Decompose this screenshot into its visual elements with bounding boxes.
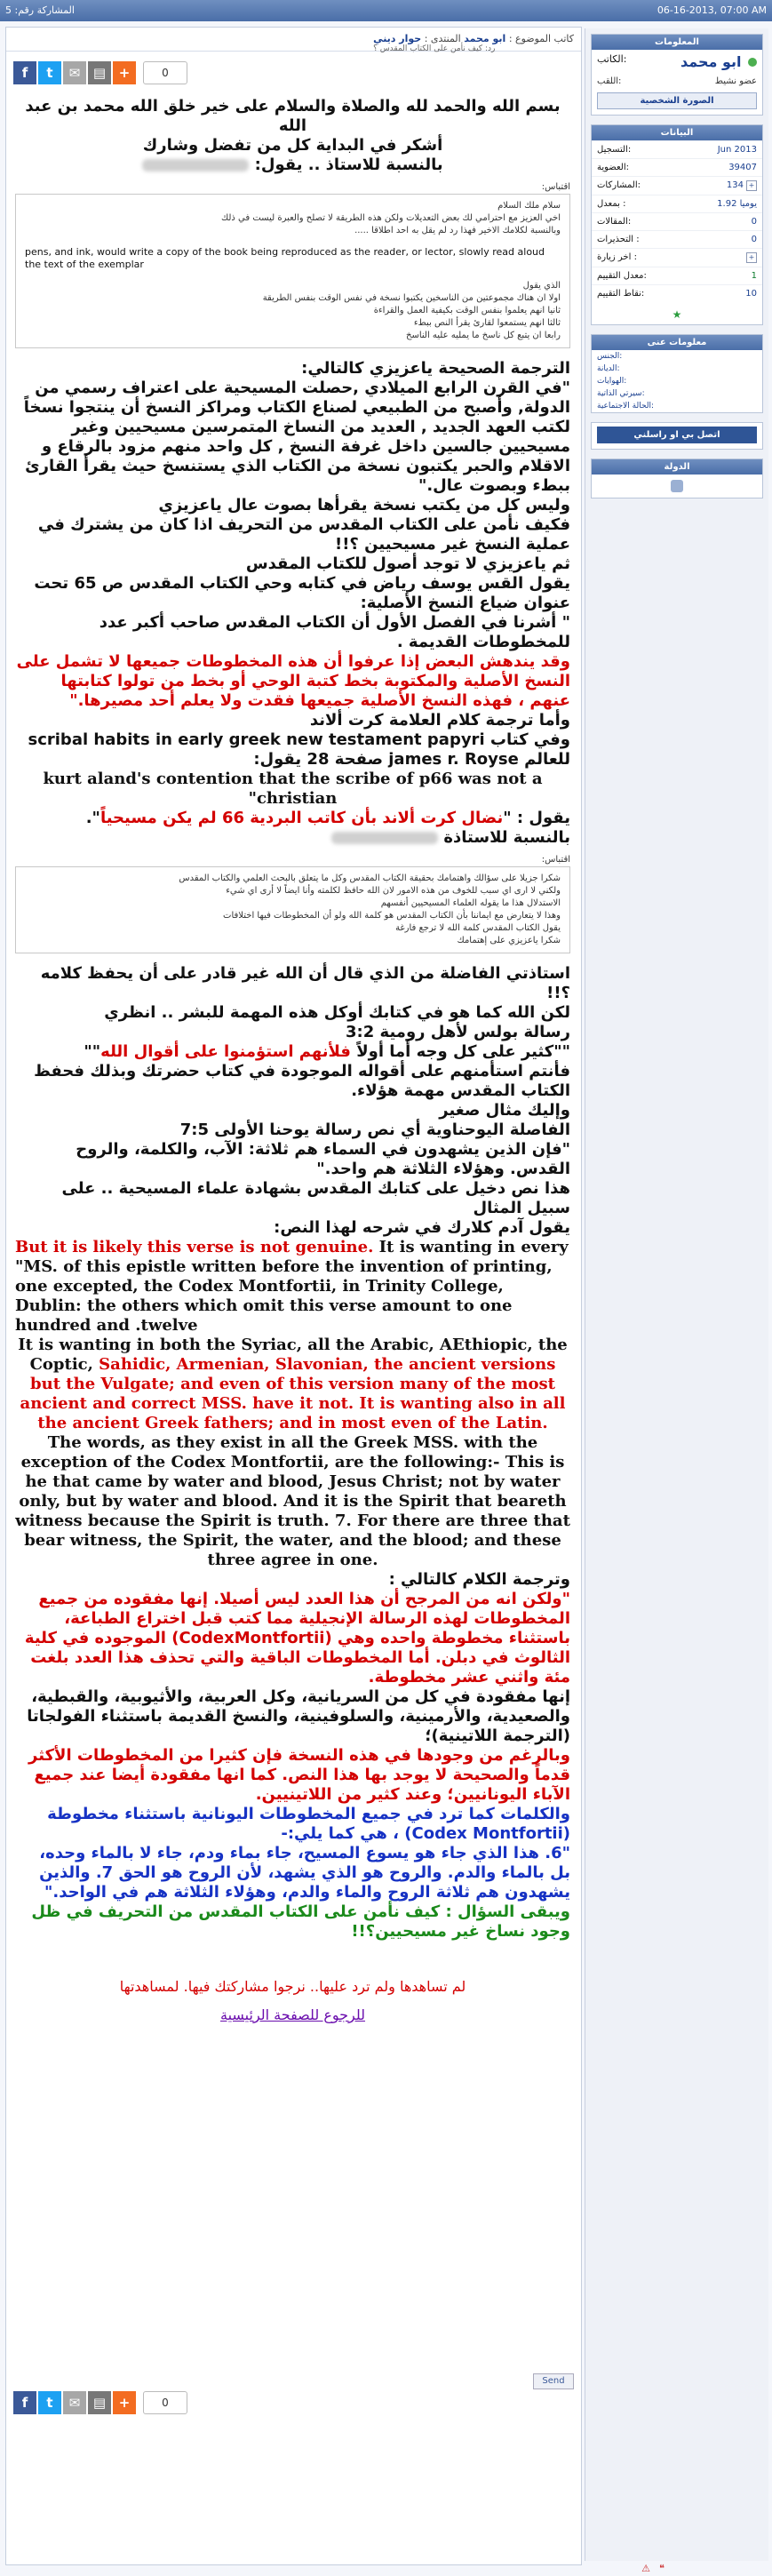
quote-box bbox=[15, 194, 570, 348]
clarke-paragraph bbox=[15, 1238, 570, 1336]
paragraph: " أشرنا في الفصل الأول أن الكتاب المقدس صاحب أكبر عدد للمخطوطات القديمة . bbox=[99, 613, 570, 651]
email-share-icon[interactable]: ✉ bbox=[63, 2391, 86, 2414]
breadcrumb-forum-link[interactable]: حوار ديني bbox=[373, 33, 422, 44]
about-label: الحالة الاجتماعية: bbox=[597, 402, 655, 411]
stats-panel-title: البيانات bbox=[592, 125, 762, 140]
about-row bbox=[592, 387, 762, 400]
contact-panel bbox=[591, 422, 763, 450]
author-label: الكاتب: bbox=[597, 53, 627, 65]
quote-english: pens, and ink, would write a copy of the book being reproduced as the reader, or lector, slowly read aloud the text of the exemplar bbox=[25, 246, 545, 270]
quote-line: الذي يقول bbox=[522, 281, 561, 291]
says-end: ". bbox=[85, 809, 100, 827]
paragraph: فأنتم استأمنهم على أقواله الموجودة في كتاب حضرتك وبذلك فحفظ الكتاب المقدس مهمة هؤلاء. bbox=[34, 1062, 570, 1100]
post-content bbox=[15, 97, 570, 2025]
about-row bbox=[592, 363, 762, 375]
stat-row bbox=[592, 230, 762, 248]
post-actions bbox=[640, 2563, 668, 2575]
paragraph-highlight: "ولكن انه من المرجح أن هذا العدد ليس أصيلا. إنها مفقوده من جميع المخطوطات لهذه الرسالة الإنجيلية مما كتب قبل اختراع الطباعة، باستثناء مخطوطة واحده وهي (CodexMontfortii) الموجوده في كلية الثالوث في دبلن. أما المخطوطات الباقية والتي تحذف هذا العدد بلغت مئة واثني عشر مخطوطة. bbox=[24, 1590, 570, 1687]
share-toolbar bbox=[13, 61, 187, 84]
stat-label: المشاركات: bbox=[597, 180, 641, 190]
quote-line: ولكني لا ارى اي سبب للخوف من هذه الامور لان الله حافظ لكلمته وأنا ايضاً لا أرى اي شيء bbox=[226, 886, 561, 896]
home-link[interactable]: للرجوع للصفحة الرئيسية bbox=[219, 2006, 366, 2023]
email-share-icon[interactable]: ✉ bbox=[63, 61, 86, 84]
stat-value: 10 bbox=[745, 289, 757, 299]
stat-row bbox=[592, 195, 762, 212]
online-status-icon bbox=[748, 58, 757, 67]
paragraph: إنها مفقودة في كل من السريانية، وكل العربية، والأثيوبية، والقبطية، والصعيدية، والأرمينية، والسلوفينية، والنسخ القديمة باستثناء الفولجاتا (الترجمة اللاتينية)؛ bbox=[27, 1687, 570, 1745]
plus-share-icon[interactable]: + bbox=[113, 2391, 136, 2414]
about-row bbox=[592, 400, 762, 412]
stat-label: نقاط التقييم: bbox=[597, 289, 645, 299]
clarke-highlight: Sahidic, Armenian, Slavonian, the ancient versions but the Vulgate; and even of this version many of the most ancient and correct MSS. have it not. It is wanting also in all the ancient Greek fathers; and in most even of the Latin. bbox=[20, 1355, 566, 1432]
paragraph-highlight: نضال كرت ألاند بأن كاتب البردية 66 لم يكن مسيحياً bbox=[99, 809, 504, 827]
author-name-link[interactable]: ابو محمد bbox=[680, 53, 742, 70]
rank-value: عضو نشيط bbox=[714, 76, 757, 86]
quote-line: اخي العزيز مع احترامي لك بعض التعديلات ولكن هذه الطريقة لا تصلح والعبرة ليست في ذلك bbox=[220, 213, 561, 223]
clarke-highlight: But it is likely this verse is not genuine. bbox=[15, 1238, 374, 1256]
paragraph-blue: والكلمات كما ترد في جميع المخطوطات اليونانية باستثناء مخطوطة (Codex Montfortii) ، هي كما يلي:- bbox=[47, 1805, 570, 1843]
paragraph: ثم ياعزيزي لا توجد أصول للكتاب المقدس bbox=[245, 554, 570, 573]
reputation-star-icon: ★ bbox=[672, 308, 682, 321]
quote-line: يقول الكتاب المقدس كلمة الله لا ترجع فارغة bbox=[395, 923, 561, 933]
tools-panel-title: الدولة bbox=[592, 459, 762, 475]
greeting-line bbox=[15, 156, 570, 175]
redacted-name bbox=[142, 159, 249, 171]
stat-value: 1 bbox=[751, 271, 757, 281]
reputation-row bbox=[592, 302, 762, 324]
clarke-paragraph bbox=[15, 1336, 570, 1433]
stat-row bbox=[592, 140, 762, 158]
about-label: سيرتي الذاتية: bbox=[597, 389, 645, 398]
greeting-line: بسم الله والحمد لله والصلاة والسلام على خير خلق الله محمد بن عبد الله bbox=[25, 97, 561, 135]
paragraph: يقول آدم كلارك في شرحه لهذا النص: bbox=[274, 1218, 570, 1237]
romans-text: ""كثير على كل وجه أما أولاً bbox=[356, 1042, 570, 1061]
stat-value: Jun 2013 bbox=[717, 145, 757, 155]
about-row bbox=[592, 350, 762, 363]
paragraph: وأما ترجمة كلام العلامة كرت ألاند bbox=[309, 711, 570, 730]
stat-row bbox=[592, 284, 762, 302]
stat-row bbox=[592, 176, 762, 195]
stat-value: 1.92 يوميا bbox=[717, 199, 757, 209]
tools-panel bbox=[591, 459, 763, 498]
stat-label: معدل التقييم: bbox=[597, 271, 647, 281]
paragraph: "في القرن الرابع الميلادي ,حصلت المسيحية على اعتراف رسمي من الدولة, وأصبح من الطبيعي لصناع الكتاب ومراكز النسخ أن ينتجوا نسخاً لكتب العهد الجديد , العديد من النساخ المتمرسين مسيحيين وغير مسيحيين جالسين داخل غرفة النسخ , كل واحد منهم مزود بالرقاع و الاقلام والحبر يكتبون نسخة من الكتاب الذي يستنسخ حيث يقرأ القارئ ببطء وبصوت عال." bbox=[23, 379, 570, 495]
paragraph-highlight: وبالرغم من وجودها في هذه النسخة فإن كثيرا من المخطوطات الأكثر قدماً والصحيحة لا يوجد بها هذا النص. كما انها مفقودة أيضا عند جميع الآباء اليونانيين؛ وعند كثير من اللاتينيين. bbox=[28, 1746, 570, 1804]
share-toolbar-bottom bbox=[13, 2391, 187, 2414]
quote-line: وبالنسبة لكلامك الاخير فهذا رد لم يقل به احد اطلاقا ..... bbox=[354, 226, 561, 235]
post-subtitle: رد: كيف نأمن على الكتاب المقدس ؟ bbox=[373, 44, 496, 53]
paragraph: وإليك مثال صغير bbox=[439, 1101, 570, 1120]
paragraph bbox=[15, 828, 570, 848]
stat-label: العضوية: bbox=[597, 163, 630, 172]
paragraph: وليس كل من يكتب نسخة يقرأها بصوت عال ياعزيزي bbox=[158, 496, 570, 514]
stat-row bbox=[592, 267, 762, 284]
about-row bbox=[592, 375, 762, 387]
paragraph: الفاصلة اليوحناوية أي نص رسالة يوحنا الأولى 7:5 bbox=[179, 1121, 570, 1139]
paragraph: رسالة بولس لأهل رومية 3:2 bbox=[346, 1023, 570, 1041]
thread-title-row bbox=[6, 28, 581, 52]
breadcrumb-author-link[interactable]: ابو محمد bbox=[464, 33, 506, 44]
about-label: الهوايات: bbox=[597, 377, 627, 386]
paragraph: وفي كتاب scribal habits in early greek new testament papyri bbox=[28, 730, 570, 749]
stat-row bbox=[592, 212, 762, 230]
stat-value[interactable]: 134 bbox=[726, 180, 744, 190]
redacted-name bbox=[331, 832, 438, 844]
quote-line: سلام ملك السلام bbox=[497, 201, 561, 211]
paragraph: لكن الله كما هو في كتابك أوكل هذه المهمة للبشر .. انظري bbox=[104, 1003, 570, 1022]
breadcrumb-forum-label: المنتدى : bbox=[424, 33, 461, 44]
stat-label: بمعدل : bbox=[597, 199, 626, 209]
author-row bbox=[592, 50, 762, 74]
twitter-share-icon[interactable]: t bbox=[38, 61, 61, 84]
report-icon[interactable]: ⚠ bbox=[641, 2563, 650, 2574]
for-prof: بالنسبة للاستاذة bbox=[443, 828, 570, 847]
paragraph: استاذتي الفاضلة من الذي قال أن الله غير قادر على أن يحفظ كلامه ؟!! bbox=[40, 964, 570, 1002]
stat-value: 39407 bbox=[728, 163, 757, 172]
author-panel-title: المعلومات bbox=[592, 35, 762, 50]
expand-icon[interactable]: + bbox=[746, 252, 757, 263]
stat-value: 0 bbox=[751, 235, 757, 244]
about-panel-title: معلومات عنى bbox=[592, 335, 762, 350]
paragraph-highlight: فلأنهم استؤمنوا على أقوال الله bbox=[100, 1042, 351, 1061]
quote-line: رابعا ان يتبع كل ناسخ ما يمليه عليه الناسخ bbox=[406, 331, 561, 340]
stat-row bbox=[592, 158, 762, 176]
stat-label: اخر زيارة : bbox=[597, 252, 637, 262]
quote-line: الاستدلال هذا ما يقوله العلماء المسيحيين أنفسهم bbox=[380, 898, 561, 908]
says-label: يقول : " bbox=[503, 809, 570, 827]
rank-label: اللقب: bbox=[597, 76, 622, 86]
stat-label: التسجيل: bbox=[597, 145, 632, 155]
post-body bbox=[5, 27, 582, 2565]
quote-label: اقتباس: bbox=[541, 855, 570, 865]
expand-icon[interactable]: + bbox=[746, 180, 757, 191]
quote-line: شكرا ياعزيزي على إهتمامك bbox=[457, 936, 561, 945]
stat-value: 0 bbox=[751, 217, 757, 227]
country-flag-icon bbox=[671, 480, 683, 492]
print-icon[interactable]: ▤ bbox=[88, 61, 111, 84]
clarke-text: It is wanting in both the Syriac, all the Arabic, AEthiopic, the Coptic, bbox=[18, 1336, 568, 1374]
guest-note bbox=[15, 1977, 570, 2025]
paragraph bbox=[15, 809, 570, 828]
clarke-paragraph: The words, as they exist in all the Greek MSS. with the exception of the Codex Montfortii, are the following:- This is he that came by water and blood, Jesus Christ; not by water only, but by water and blood. And it is the Spirit that beareth witness because the Spirit is truth. 7. For there are three that bear witness, the Spirit, the water, and the blood; and these three agree in one. bbox=[15, 1433, 570, 1569]
breadcrumb-author-label: كاتب الموضوع : bbox=[508, 33, 574, 44]
post-number[interactable]: المشاركة رقم: 5 bbox=[5, 4, 75, 16]
about-label: الجنس: bbox=[597, 352, 623, 361]
guest-note-text: لم تساهدها ولم ترد عليها.. نرجوا مشاركتك فيها. لمساهدتها bbox=[119, 1978, 466, 1995]
quote-line: اولا ان هناك مجموعتين من الناسخين يكتبوا نسخة في نفس الوقت بنفس الطريقة bbox=[262, 293, 561, 303]
facebook-send-button[interactable]: Send bbox=[533, 2373, 574, 2389]
clarke-text: It is wanting in every "MS. of this epistle written before the invention of printing, one excepted, the Codex Montfortii, in Trinity College, Dublin: the others which omit this verse amount to one hundred and .twelve bbox=[15, 1238, 569, 1335]
quote-line: ثانيا انهم يعلموا بنفس الوقت بكيفية العمل والقراءة bbox=[373, 306, 561, 315]
paragraph: هذا نص دخيل على كتابك المقدس بشهادة علماء المسيحية .. على سبيل المثال bbox=[61, 1179, 570, 1217]
stats-panel bbox=[591, 124, 763, 325]
plus-share-icon[interactable]: + bbox=[113, 61, 136, 84]
paragraph: فكيف نأمن على الكتاب المقدس من التحريف اذا كان من يشترك في عملية النسخ غير مسيحيين ؟!! bbox=[37, 515, 570, 554]
facebook-share-icon[interactable]: f bbox=[13, 61, 36, 84]
share-count: 0 bbox=[143, 2391, 187, 2414]
quote-line: وهذا لا يتعارض مع ايماننا بأن الكتاب المقدس هو كلمة الله ولو أن المخطوطات فيها اختلافات bbox=[223, 911, 561, 921]
paragraph: يقول القس يوسف رياض في كتابه وحي الكتاب المقدس ص 65 تحت عنوان ضياع النسخ الأصلية: bbox=[34, 574, 570, 612]
author-panel bbox=[591, 34, 763, 116]
rank-row bbox=[592, 74, 762, 89]
quote-label: اقتباس: bbox=[541, 182, 570, 192]
about-label: الديانة: bbox=[597, 364, 620, 373]
stat-label: التحذيرات : bbox=[597, 235, 640, 244]
facebook-share-icon[interactable]: f bbox=[13, 2391, 36, 2414]
quote-line: ثالثا انهم يستمعوا لقارئ يقرأ النص ببطء bbox=[413, 318, 561, 328]
stat-label: المقالات: bbox=[597, 217, 632, 227]
breadcrumb bbox=[373, 33, 574, 53]
paragraph: الترجمة الصحيحة ياعزيزي كالتالي: bbox=[301, 359, 570, 378]
quote-line: شكرا جزيلا على سؤالك واهتمامك بحقيقة الكتاب المقدس وكل ما يتعلق بالبحث العلمي والكتاب المقدس bbox=[179, 873, 561, 883]
quote-icon[interactable]: ❝ bbox=[659, 2563, 665, 2574]
stat-row bbox=[592, 248, 762, 267]
english-quote: kurt aland's contention that the scribe of p66 was not a "christian bbox=[43, 770, 543, 808]
greeting-text: بالنسبة للاستاذ .. يقول: bbox=[254, 156, 443, 174]
contact-me-button[interactable]: اتصل بي او راسلني bbox=[597, 427, 757, 443]
author-sidebar bbox=[585, 28, 768, 2561]
post-frame bbox=[0, 21, 772, 2576]
paragraph: وترجمة الكلام كالتالي : bbox=[388, 1570, 570, 1589]
final-question: ويبقى السؤال : كيف نأمن على الكتاب المقدس من التحريف في ظل وجود نساخ غير مسيحيين؟!! bbox=[31, 1902, 570, 1941]
profile-picture-button[interactable]: الصورة الشخصية bbox=[597, 92, 757, 109]
paragraph: للعالم james r. Royse صفحة 28 يقول: bbox=[253, 750, 570, 769]
greeting-line: أشكر في البداية كل من تفضل وشارك bbox=[142, 136, 443, 155]
about-panel bbox=[591, 334, 763, 413]
post-header-bar bbox=[0, 0, 772, 21]
paragraph: "فإن الذين يشهدون في السماء هم ثلاثة: الآب، والكلمة، والروح القدس. وهؤلاء الثلاثة هم واحد." bbox=[76, 1140, 570, 1178]
paragraph-blue: "6. هذا الذي جاء هو يسوع المسيح، جاء بماء ودم، جاء لا بالماء وحده، بل بالماء والدم. والروح هو الذي يشهد، لأن الروح هو الحق 7. والذين يشهدون هم ثلاثة الروح والماء والدم، وهؤلاء الثلاثة هم في الواحد." bbox=[39, 1844, 570, 1902]
twitter-share-icon[interactable]: t bbox=[38, 2391, 61, 2414]
paragraph bbox=[15, 1042, 570, 1062]
quote-box bbox=[15, 866, 570, 953]
print-icon[interactable]: ▤ bbox=[88, 2391, 111, 2414]
share-count: 0 bbox=[143, 61, 187, 84]
paragraph-highlight: وقد يندهش البعض إذا عرفوا أن هذه المخطوطات جميعها لا تشمل على النسخ الأصلية والمكتوبة بخط كتبة الوحي أو بخط من تولوا كتابتها عنهم ، فهذه النسخ الأصلية جميعها فقدت ولا يعلم أحد مصيرها." bbox=[16, 652, 570, 710]
post-date: 06-16-2013, 07:00 AM bbox=[657, 4, 767, 16]
romans-end: "" bbox=[84, 1042, 101, 1061]
